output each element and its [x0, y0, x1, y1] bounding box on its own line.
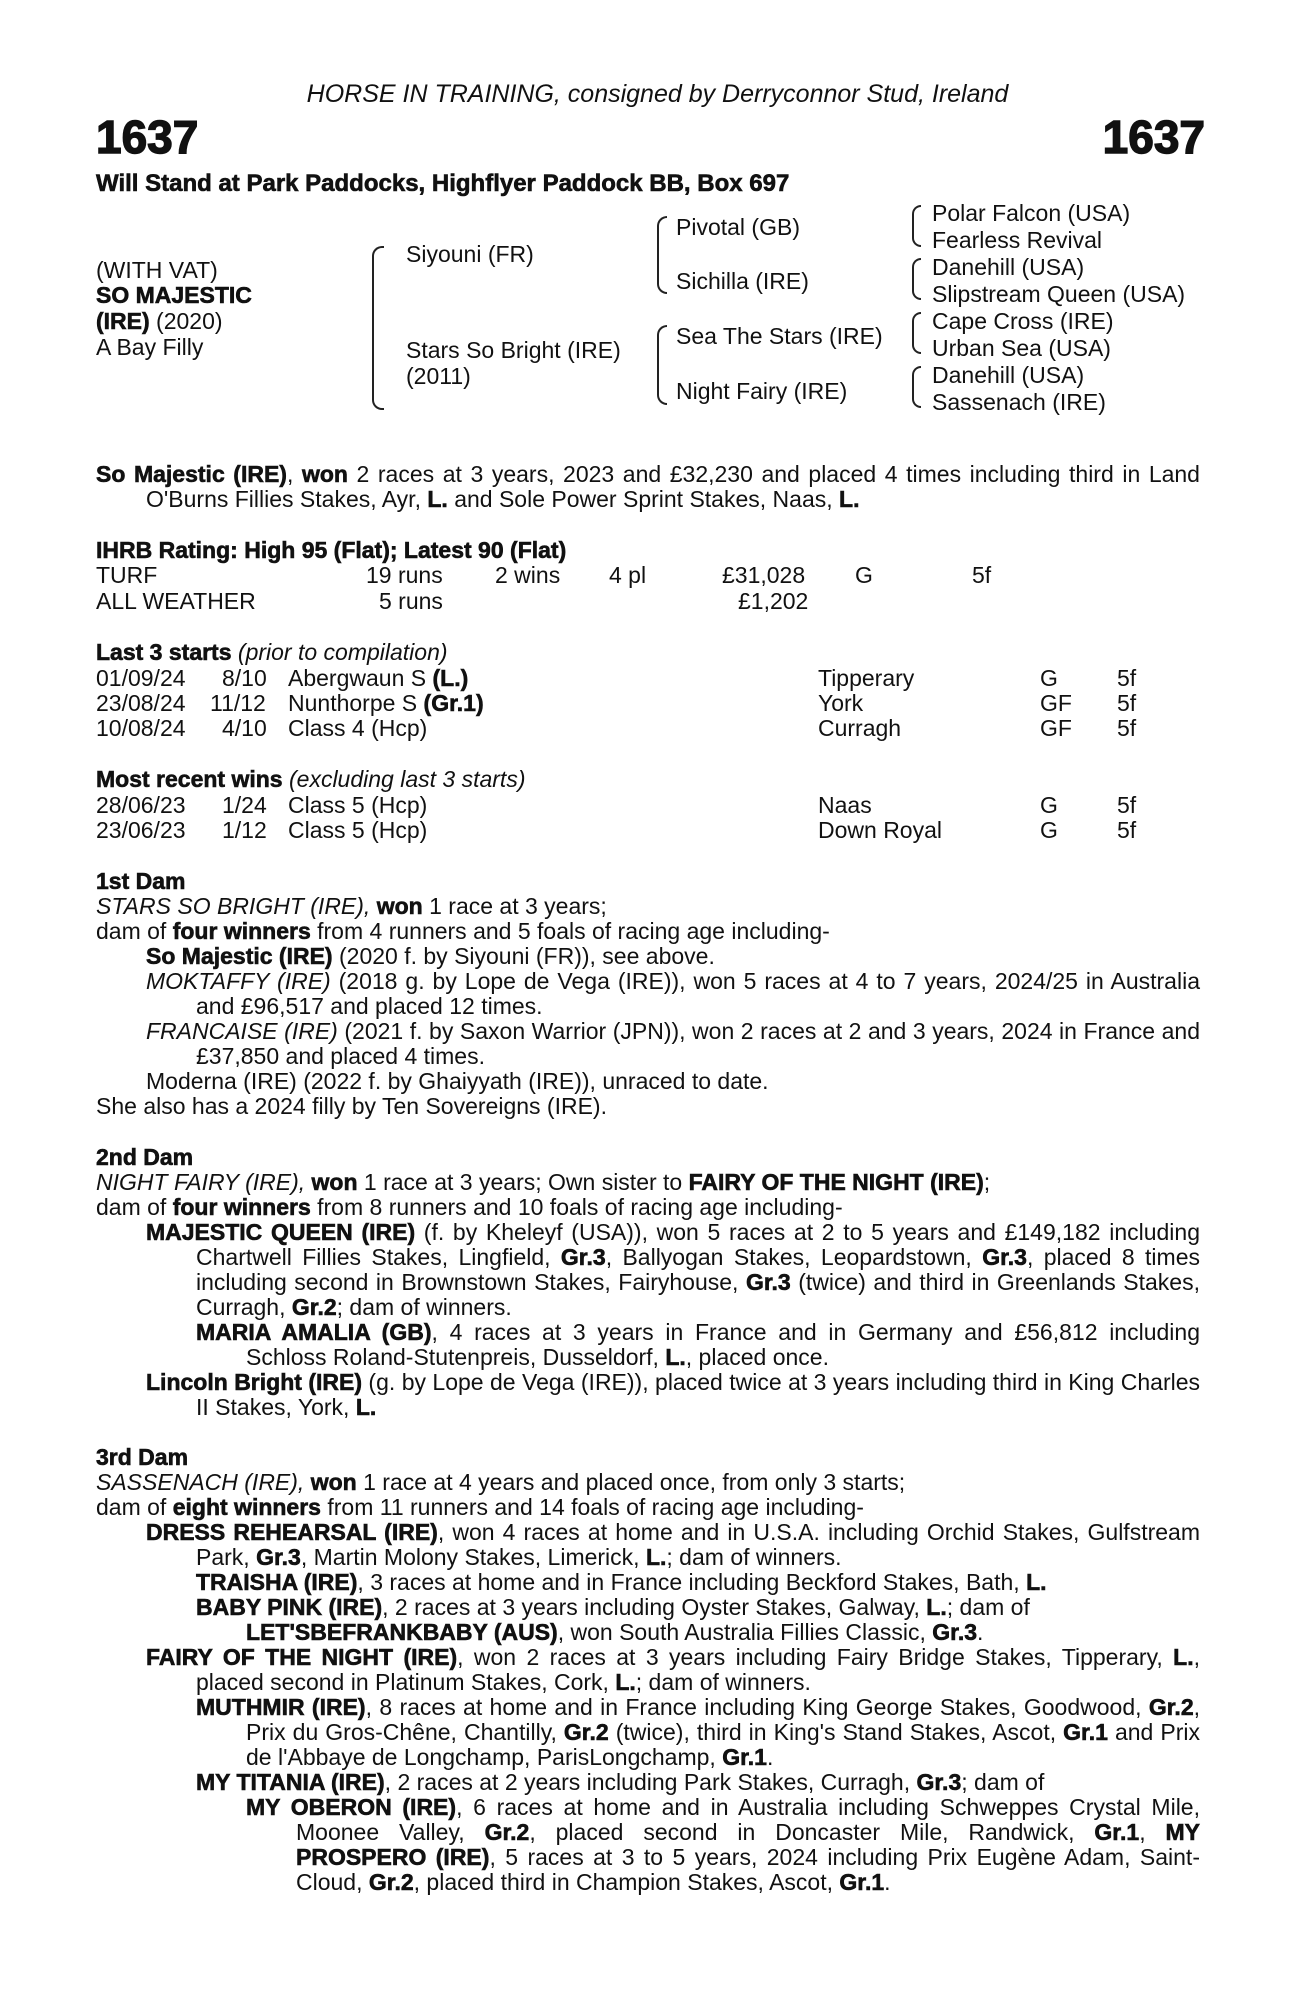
dam-sire-sire: Cape Cross (IRE) [932, 308, 1114, 334]
win-distance: 5f [1117, 792, 1137, 818]
produce-entry: FRANCAISE (IRE) (2021 f. by Saxon Warrior (JPN)), won 2 races at 2 and 3 years, 2024 in France and £37,850 and placed 4 times. [146, 1018, 1200, 1069]
first-dam-produce-summary: dam of four winners from 4 runners and 5 foals of racing age including- [96, 918, 830, 944]
dam-year: (2011) [406, 363, 471, 389]
recent-wins-heading: Most recent wins (excluding last 3 starts) [96, 766, 526, 792]
start-date: 01/09/24 [96, 665, 186, 691]
dam-dam-dam: Sassenach (IRE) [932, 389, 1106, 415]
third-dam-heading: 3rd Dam [96, 1444, 189, 1470]
produce-entry: LET'SBEFRANKBABY (AUS), won South Australia Fillies Classic, Gr.3. [246, 1619, 984, 1645]
produce-entry: Moderna (IRE) (2022 f. by Ghaiyyath (IRE)), unraced to date. [146, 1068, 769, 1094]
produce-entry: BABY PINK (IRE), 2 races at 3 years including Oyster Stakes, Galway, L.; dam of [196, 1594, 1030, 1620]
start-distance: 5f [1117, 715, 1137, 741]
pedigree-brace [657, 325, 667, 405]
first-dam-line: STARS SO BRIGHT (IRE), won 1 race at 3 years; [96, 893, 607, 919]
last-starts-heading: Last 3 starts (prior to compilation) [96, 639, 448, 665]
start-position: 8/10 [222, 665, 267, 691]
win-distance: 5f [1117, 817, 1137, 843]
dam-sire-dam: Urban Sea (USA) [932, 335, 1111, 361]
second-dam-heading: 2nd Dam [96, 1144, 194, 1170]
win-date: 23/06/23 [96, 817, 186, 843]
start-course: Tipperary [818, 665, 915, 691]
lot-number-left: 1637 [96, 111, 199, 163]
record-runs: 19 runs [366, 562, 443, 588]
pedigree-brace [372, 246, 384, 410]
pedigree-brace [912, 312, 921, 354]
start-race: Abergwaun S (L.) [288, 665, 469, 691]
start-going: GF [1040, 690, 1072, 716]
first-dam-note: She also has a 2024 filly by Ten Sovereigns (IRE). [96, 1093, 607, 1119]
sire: Siyouni (FR) [406, 241, 534, 267]
start-distance: 5f [1117, 665, 1137, 691]
start-going: GF [1040, 715, 1072, 741]
record-earnings: £1,202 [738, 588, 809, 614]
sire-dam-dam: Slipstream Queen (USA) [932, 281, 1186, 307]
produce-entry: DRESS REHEARSAL (IRE), won 4 races at home and in U.S.A. including Orchid Stakes, Gulfstream Park, Gr.3, Martin Molony Stakes, Limerick, L.; dam of winners. [146, 1519, 1200, 1570]
record-wins: 2 wins [495, 562, 561, 588]
sire-dam-sire: Danehill (USA) [932, 254, 1085, 280]
produce-entry: MARIA AMALIA (GB), 4 races at 3 years in France and in Germany and £56,812 including Schloss Roland-Stutenpreis, Dusseldorf, L., placed once. [196, 1319, 1200, 1370]
record-runs: 5 runs [379, 588, 443, 614]
produce-entry: So Majestic (IRE) (2020 f. by Siyouni (FR)), see above. [146, 943, 715, 969]
pedigree-brace [912, 258, 921, 300]
record-distance: 5f [972, 562, 992, 588]
start-position: 4/10 [222, 715, 267, 741]
rating-title: IHRB Rating: High 95 (Flat); Latest 90 (Flat) [96, 537, 567, 563]
start-date: 23/08/24 [96, 690, 186, 716]
sire-dam: Sichilla (IRE) [676, 268, 809, 294]
sire-sire-sire: Polar Falcon (USA) [932, 200, 1131, 226]
win-race: Class 5 (Hcp) [288, 792, 428, 818]
horse-description: A Bay Filly [96, 334, 204, 360]
third-dam-line: SASSENACH (IRE), won 1 race at 4 years and placed once, from only 3 starts; [96, 1469, 906, 1495]
produce-entry: MY TITANIA (IRE), 2 races at 2 years including Park Stakes, Curragh, Gr.3; dam of [196, 1769, 1045, 1795]
pedigree-brace [912, 366, 921, 408]
record-going: G [855, 562, 873, 588]
record-earnings: £31,028 [722, 562, 806, 588]
stand-location: Will Stand at Park Paddocks, Highflyer Paddock BB, Box 697 [96, 170, 790, 197]
win-course: Naas [818, 792, 872, 818]
start-going: G [1040, 665, 1058, 691]
horse-origin-year: (IRE) (2020) [96, 308, 223, 334]
vat-note: (WITH VAT) [96, 257, 218, 283]
start-race: Nunthorpe S (Gr.1) [288, 690, 484, 716]
win-going: G [1040, 792, 1058, 818]
second-dam-produce-summary: dam of four winners from 8 runners and 10 foals of racing age including- [96, 1194, 843, 1220]
produce-entry: FAIRY OF THE NIGHT (IRE), won 2 races at 3 years including Fairy Bridge Stakes, Tipperary, L., placed second in Platinum Stakes, Cork, L.; dam of winners. [146, 1644, 1200, 1695]
start-position: 11/12 [210, 690, 266, 716]
produce-entry: MAJESTIC QUEEN (IRE) (f. by Kheleyf (USA)), won 5 races at 2 to 5 years and £149,182 including Chartwell Fillies Stakes, Lingfield, Gr.3, Ballyogan Stakes, Leopardstown, Gr.3, placed 8 times including second in Brownstown Stakes, Fairyhouse, Gr.3 (twice) and third in Greenlands Stakes, Curragh, Gr.2; dam of winners. [146, 1219, 1201, 1320]
win-date: 28/06/23 [96, 792, 186, 818]
second-dam-section [96, 1145, 1200, 1420]
win-race: Class 5 (Hcp) [288, 817, 428, 843]
produce-entry: MOKTAFFY (IRE) (2018 g. by Lope de Vega (IRE)), won 5 races at 4 to 7 years, 2024/25 in Australia and £96,517 and placed 12 times. [146, 968, 1200, 1019]
produce-entry: Lincoln Bright (IRE) (g. by Lope de Vega (IRE)), placed twice at 3 years including third in King Charles II Stakes, York, L. [146, 1369, 1200, 1420]
record-surface: ALL WEATHER [96, 588, 256, 614]
first-dam-section [96, 869, 1200, 1119]
race-summary: So Majestic (IRE), won 2 races at 3 years, 2023 and £32,230 and placed 4 times including third in Land O'Burns Fillies Stakes, Ayr, L. and Sole Power Sprint Stakes, Naas, L. [96, 461, 1200, 512]
pedigree-brace [657, 216, 667, 294]
dam-dam: Night Fairy (IRE) [676, 378, 848, 404]
third-dam-section [96, 1445, 1200, 1895]
second-dam-line: NIGHT FAIRY (IRE), won 1 race at 3 years; Own sister to FAIRY OF THE NIGHT (IRE); [96, 1169, 991, 1195]
dam-sire: Sea The Stars (IRE) [676, 323, 883, 349]
sire-sire: Pivotal (GB) [676, 214, 800, 240]
sire-sire-dam: Fearless Revival [932, 227, 1102, 253]
record-surface: TURF [96, 562, 158, 588]
pedigree-brace [912, 205, 921, 247]
horse-name: SO MAJESTIC [96, 282, 252, 308]
win-course: Down Royal [818, 817, 942, 843]
record-placed: 4 pl [609, 562, 647, 588]
produce-entry: MUTHMIR (IRE), 8 races at home and in France including King George Stakes, Goodwood, Gr.2, Prix du Gros-Chêne, Chantilly, Gr.2 (twice), third in King's Stand Stakes, Ascot, Gr.1 and Prix de l'Abbaye de Longchamp, ParisLongchamp, Gr.1. [196, 1694, 1201, 1770]
dam-dam-sire: Danehill (USA) [932, 362, 1085, 388]
produce-entry: TRAISHA (IRE), 3 races at home and in France including Beckford Stakes, Bath, L. [196, 1569, 1047, 1595]
win-going: G [1040, 817, 1058, 843]
start-race: Class 4 (Hcp) [288, 715, 428, 741]
produce-entry: MY OBERON (IRE), 6 races at home and in Australia including Schweppes Crystal Mile, Moonee Valley, Gr.2, placed second in Doncaster Mile, Randwick, Gr.1, MY PROSPERO (IRE), 5 races at 3 to 5 years, 2024 including Prix Eugène Adam, Saint-Cloud, Gr.2, placed third in Champion Stakes, Ascot, Gr.1. [246, 1794, 1200, 1895]
catalogue-header: HORSE IN TRAINING, consigned by Derryconnor Stud, Ireland [306, 80, 1009, 108]
start-course: York [818, 690, 864, 716]
start-course: Curragh [818, 715, 902, 741]
lot-number-right: 1637 [1102, 111, 1205, 163]
dam: Stars So Bright (IRE) [406, 337, 621, 363]
win-position: 1/24 [222, 792, 267, 818]
start-date: 10/08/24 [96, 715, 186, 741]
third-dam-produce-summary: dam of eight winners from 11 runners and 14 foals of racing age including- [96, 1494, 864, 1520]
first-dam-heading: 1st Dam [96, 868, 186, 894]
win-position: 1/12 [222, 817, 267, 843]
start-distance: 5f [1117, 690, 1137, 716]
